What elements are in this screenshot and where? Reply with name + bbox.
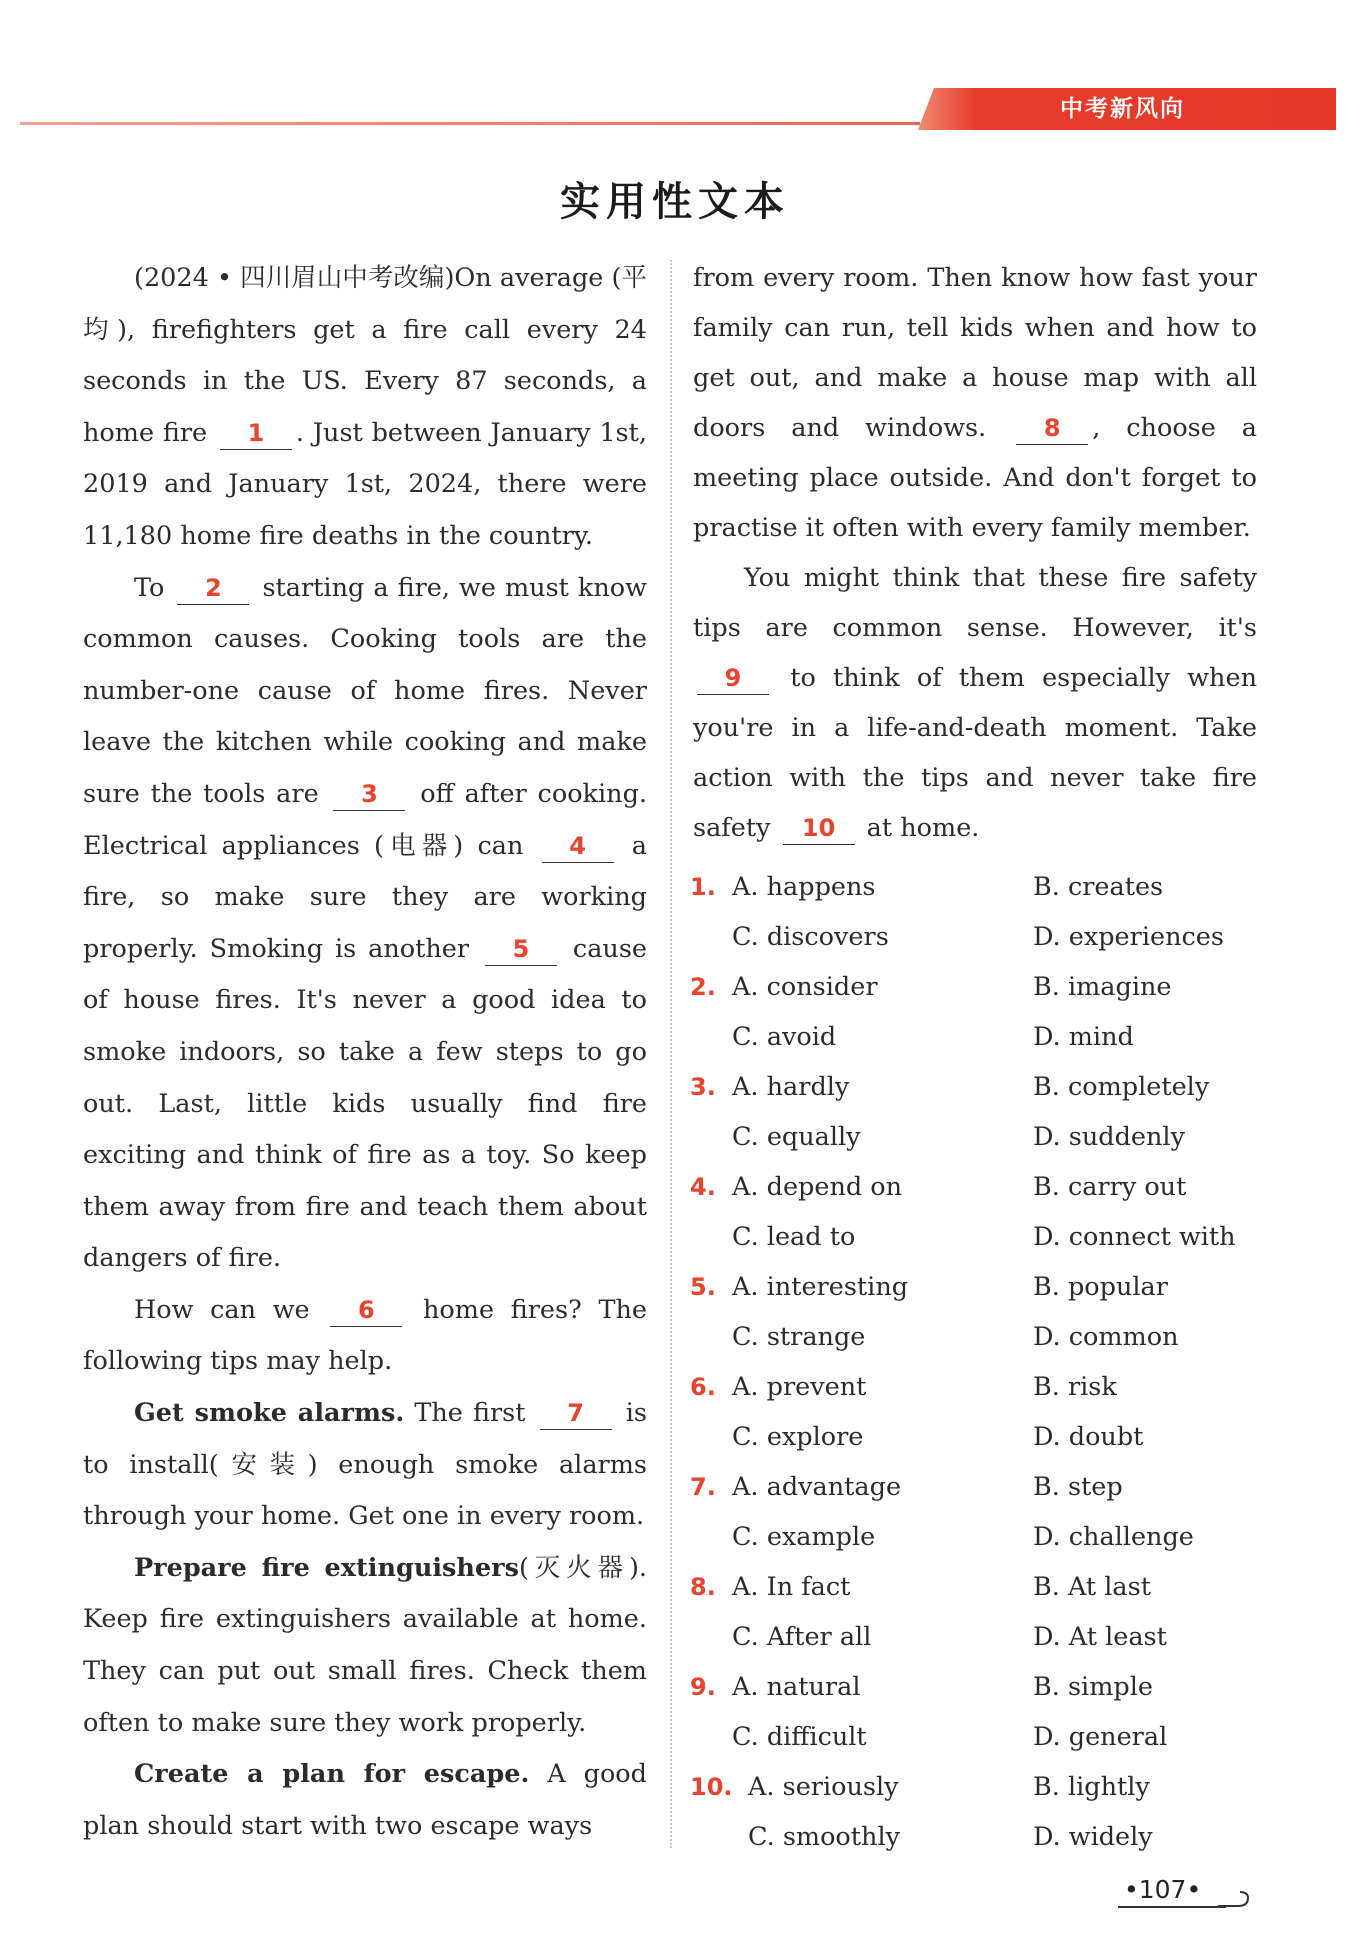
blank-4: 4: [542, 832, 614, 863]
section-label: 中考新风向: [1060, 96, 1185, 122]
blank-7: 7: [540, 1399, 612, 1430]
blank-1: 1: [220, 419, 292, 450]
option-a[interactable]: A. advantage: [732, 1472, 902, 1502]
option-d[interactable]: D. common: [1033, 1322, 1179, 1352]
paragraph-5: Prepare fire extinguishers(灭火器). Keep fire extinguishers available at home. They can put out small fires. Check them often to make sure they work properly.: [83, 1552, 647, 1738]
question-row: [690, 1262, 1290, 1312]
question-number: 8.: [690, 1573, 716, 1601]
question-row-2: [690, 1312, 1290, 1362]
question-number: 5.: [690, 1273, 716, 1301]
option-c[interactable]: C. avoid: [732, 1022, 837, 1052]
option-a[interactable]: A. In fact: [732, 1572, 851, 1602]
question-number: 3.: [690, 1073, 716, 1101]
option-d[interactable]: D. challenge: [1033, 1522, 1194, 1552]
option-d[interactable]: D. general: [1033, 1722, 1168, 1752]
option-d[interactable]: D. widely: [1033, 1822, 1153, 1852]
option-c[interactable]: C. strange: [732, 1322, 866, 1352]
question-number: 2.: [690, 973, 716, 1001]
option-d[interactable]: D. experiences: [1033, 922, 1224, 952]
paragraph-4: Get smoke alarms. The first 7 is to install(安装) enough smoke alarms through your home. Get one in every room.: [83, 1398, 648, 1532]
blank-8: 8: [1016, 414, 1088, 445]
page-number: •107•: [1124, 1875, 1202, 1904]
option-a[interactable]: A. natural: [732, 1672, 861, 1702]
paragraph-2: To 2 starting a fire, we must know common causes. Cooking tools are the number-one cause of home fires. Never leave the kitchen while cooking and make sure the tools are 3 off after cooking. Electrical appliances (电器) can 4 a fire, so make sure they are working properly. Smoking is another 5 cause of house fires. It's never a good idea to smoke indoors, so take a few steps to go out. Last, little kids usually find fire exciting and think of fire as a toy. So keep them away from fire and teach them about dangers of fire.: [83, 572, 648, 1274]
question-row: [690, 1062, 1290, 1112]
question-row-2: [690, 1412, 1290, 1462]
question-number: 6.: [690, 1373, 716, 1401]
option-b[interactable]: B. completely: [1033, 1072, 1210, 1102]
option-a[interactable]: A. consider: [732, 972, 878, 1002]
tip-heading-smoke-alarms: Get smoke alarms.: [134, 1398, 405, 1429]
option-a[interactable]: A. interesting: [732, 1272, 909, 1302]
question-row: [690, 1762, 1290, 1812]
question-row-2: [690, 1212, 1290, 1262]
page-hook-icon: [1216, 1886, 1250, 1908]
question-row-2: [690, 1012, 1290, 1062]
header-rule: [20, 122, 920, 125]
option-a[interactable]: A. happens: [732, 872, 876, 902]
paragraph-3: How can we 6 home fires? The following tips may help.: [83, 1294, 647, 1377]
option-b[interactable]: B. popular: [1033, 1272, 1168, 1302]
question-row-2: [690, 1712, 1290, 1762]
question-row-2: [690, 1512, 1290, 1562]
option-c[interactable]: C. discovers: [732, 922, 889, 952]
column-divider: [670, 260, 672, 1848]
blank-10: 10: [783, 814, 855, 845]
option-c[interactable]: C. explore: [732, 1422, 864, 1452]
question-row: [690, 1562, 1290, 1612]
question-row-2: [690, 1112, 1290, 1162]
option-a[interactable]: A. seriously: [748, 1772, 899, 1802]
question-number: 4.: [690, 1173, 716, 1201]
question-row-2: [690, 1612, 1290, 1662]
option-b[interactable]: B. imagine: [1033, 972, 1172, 1002]
blank-6: 6: [330, 1296, 402, 1327]
page-title: 实用性文本: [560, 178, 790, 225]
option-a[interactable]: A. depend on: [732, 1172, 903, 1202]
question-row: [690, 1662, 1290, 1712]
option-a[interactable]: A. prevent: [732, 1372, 867, 1402]
blank-2: 2: [177, 574, 249, 605]
option-d[interactable]: D. suddenly: [1033, 1122, 1185, 1152]
option-b[interactable]: B. simple: [1033, 1672, 1153, 1702]
tip-heading-escape-plan: Create a plan for escape.: [134, 1759, 530, 1790]
option-b[interactable]: B. At last: [1033, 1572, 1151, 1602]
paragraph-6: Create a plan for escape. A good plan should start with two escape ways: [83, 1759, 647, 1841]
option-c[interactable]: C. smoothly: [748, 1822, 901, 1852]
question-number: 9.: [690, 1673, 716, 1701]
option-a[interactable]: A. hardly: [732, 1072, 850, 1102]
option-d[interactable]: D. At least: [1033, 1622, 1167, 1652]
answer-options: [690, 862, 1290, 1862]
option-c[interactable]: C. example: [732, 1522, 876, 1552]
option-b[interactable]: B. carry out: [1033, 1172, 1187, 1202]
question-number: 10.: [690, 1773, 733, 1801]
question-number: 1.: [690, 873, 716, 901]
option-b[interactable]: B. creates: [1033, 872, 1164, 902]
page-number-rule: [1118, 1906, 1226, 1908]
question-row-2: [690, 912, 1290, 962]
paragraph-6-continued: from every room. Then know how fast your family can run, tell kids when and how to get out, and make a house map with all doors and windows. 8 , choose a meeting place outside. And don't forget to practise it often with every family member.: [693, 263, 1257, 543]
paragraph-7: You might think that these fire safety tips are common sense. However, it's 9 to think of them especially when you're in a life-and-death moment. Take action with the tips and never take fire safety 10 at home.: [693, 563, 1257, 843]
question-number: 7.: [690, 1473, 716, 1501]
option-d[interactable]: D. doubt: [1033, 1422, 1144, 1452]
blank-5: 5: [485, 935, 557, 966]
option-c[interactable]: C. After all: [732, 1622, 872, 1652]
source-note: (2024 • 四川眉山中考改编): [134, 263, 455, 293]
option-b[interactable]: B. step: [1033, 1472, 1123, 1502]
option-b[interactable]: B. risk: [1033, 1372, 1117, 1402]
option-d[interactable]: D. connect with: [1033, 1222, 1236, 1252]
passage-left-column: [83, 253, 647, 1852]
passage-right-column: [693, 253, 1257, 853]
tip-heading-extinguishers: Prepare fire extinguishers: [134, 1552, 519, 1583]
option-c[interactable]: C. equally: [732, 1122, 861, 1152]
question-row-2: [690, 1812, 1290, 1862]
option-d[interactable]: D. mind: [1033, 1022, 1134, 1052]
option-c[interactable]: C. lead to: [732, 1222, 856, 1252]
question-row: [690, 862, 1290, 912]
question-row: [690, 1462, 1290, 1512]
question-row: [690, 1162, 1290, 1212]
paragraph-1: (2024 • 四川眉山中考改编)On average (平均), firefighters get a fire call every 24 seconds in the US. Every 87 seconds, a home fire 1 . Just between January 1st, 2019 and January 1st, 2024, there were 11,180 home fire deaths in the country.: [83, 263, 648, 551]
question-row: [690, 1362, 1290, 1412]
blank-3: 3: [333, 780, 405, 811]
question-row: [690, 962, 1290, 1012]
blank-9: 9: [697, 664, 769, 695]
option-c[interactable]: C. difficult: [732, 1722, 867, 1752]
option-b[interactable]: B. lightly: [1033, 1772, 1150, 1802]
